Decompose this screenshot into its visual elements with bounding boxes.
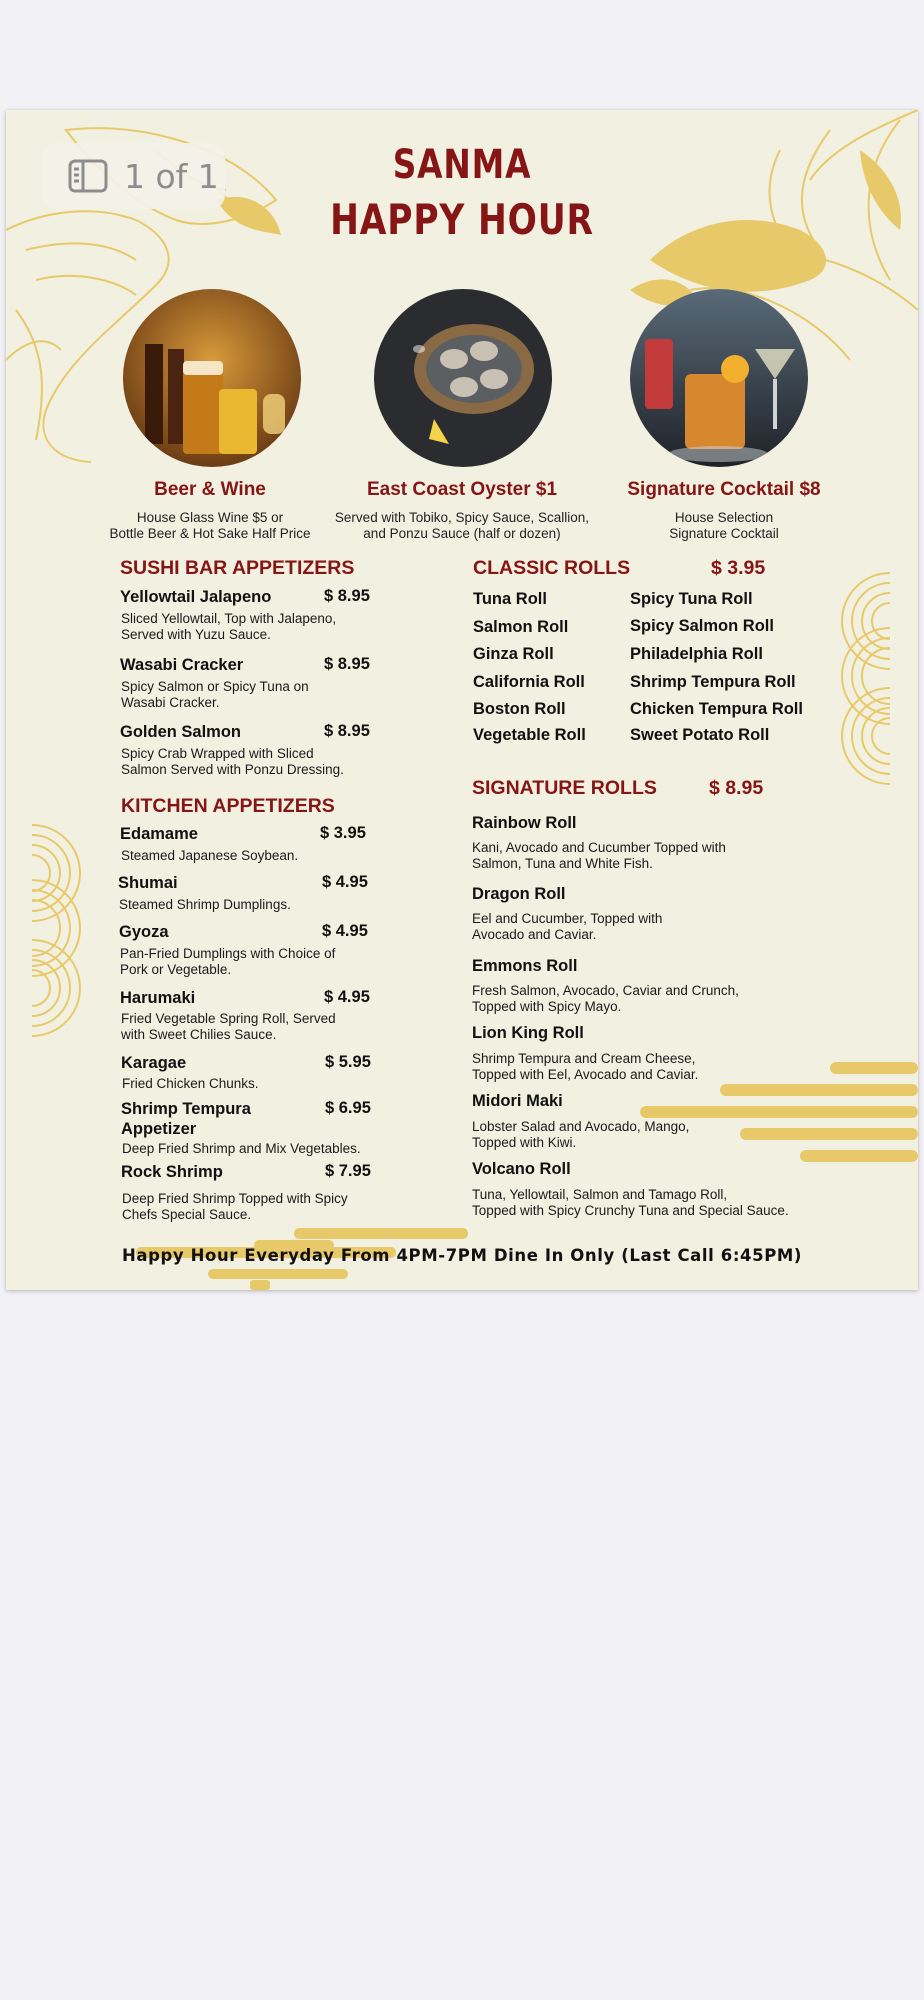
signature-roll-name: Emmons Roll	[472, 957, 578, 975]
item-price: $ 4.95	[324, 988, 370, 1006]
wave-pattern-left-decoration	[32, 820, 106, 1045]
signature-roll-name: Lion King Roll	[472, 1024, 584, 1042]
classic-roll-item: Salmon Roll	[473, 618, 569, 636]
classic-rolls-price: $ 3.95	[711, 557, 766, 579]
signature-roll-name: Rainbow Roll	[472, 814, 577, 832]
item-desc-line1: Deep Fried Shrimp and Mix Vegetables.	[122, 1141, 361, 1156]
signature-roll-name: Midori Maki	[472, 1092, 563, 1110]
item-desc-line2: Pork or Vegetable.	[120, 962, 232, 977]
item-name: Yellowtail Jalapeno	[120, 588, 272, 606]
sidebar-panel-icon[interactable]	[68, 159, 108, 193]
signature-roll-desc-line2: Topped with Kiwi.	[472, 1135, 577, 1150]
signature-roll-desc-line1: Kani, Avocado and Cucumber Topped with	[472, 840, 726, 855]
feature-beer-wine-desc-line1: House Glass Wine $5 or	[136, 510, 284, 525]
item-desc-line2: Served with Yuzu Sauce.	[121, 627, 271, 642]
item-desc-line1: Steamed Shrimp Dumplings.	[119, 897, 291, 912]
item-desc-line1: Fried Vegetable Spring Roll, Served	[121, 1011, 336, 1026]
menu-title-line1: SANMA	[392, 142, 532, 188]
classic-roll-item: Ginza Roll	[473, 645, 554, 663]
page-indicator[interactable]	[42, 143, 225, 209]
signature-roll-desc-line2: Salmon, Tuna and White Fish.	[472, 856, 653, 871]
classic-roll-item: Philadelphia Roll	[630, 645, 763, 663]
item-price: $ 3.95	[320, 824, 366, 842]
signature-rolls-price: $ 8.95	[709, 777, 764, 799]
feature-cocktail-desc-line1: House Selection	[674, 510, 774, 525]
kitchen-heading: KITCHEN APPETIZERS	[121, 795, 335, 817]
classic-roll-item: Spicy Tuna Roll	[630, 590, 753, 608]
classic-roll-item: Spicy Salmon Roll	[630, 617, 774, 635]
item-desc-line1: Fried Chicken Chunks.	[122, 1076, 259, 1091]
signature-roll-desc-line1: Eel and Cucumber, Topped with	[472, 911, 663, 926]
signature-roll-desc-line2: Topped with Spicy Crunchy Tuna and Special Sauce.	[472, 1203, 789, 1218]
beer-wine-photo	[123, 289, 301, 467]
item-price: $ 4.95	[322, 873, 368, 891]
item-desc-line1: Sliced Yellowtail, Top with Jalapeno,	[121, 611, 337, 626]
signature-roll-name: Dragon Roll	[472, 885, 566, 903]
feature-oyster-desc-line1: Served with Tobiko, Spicy Sauce, Scallion,	[334, 510, 590, 525]
item-desc-line1: Deep Fried Shrimp Topped with Spicy	[122, 1191, 348, 1206]
signature-roll-desc-line2: Avocado and Caviar.	[472, 927, 597, 942]
menu-title-line2: HAPPY HOUR	[330, 195, 594, 244]
classic-rolls-heading: CLASSIC ROLLS	[473, 557, 631, 579]
item-desc-line1: Steamed Japanese Soybean.	[121, 848, 299, 863]
item-name-line2: Appetizer	[121, 1120, 197, 1138]
happy-hour-footer: Happy Hour Everyday From 4PM-7PM Dine In Only (Last Call 6:45PM)	[121, 1246, 803, 1265]
feature-cocktail-desc-line2: Signature Cocktail	[669, 526, 779, 541]
classic-roll-item: Shrimp Tempura Roll	[630, 673, 796, 691]
cocktail-photo	[630, 289, 808, 467]
signature-roll-desc-line2: Topped with Spicy Mayo.	[472, 999, 622, 1014]
item-name: Shumai	[118, 874, 178, 892]
signature-roll-name: Volcano Roll	[472, 1160, 571, 1178]
signature-rolls-heading: SIGNATURE ROLLS	[472, 777, 657, 799]
item-desc-line2: with Sweet Chilies Sauce.	[121, 1027, 277, 1042]
item-name: Karagae	[121, 1054, 187, 1072]
wave-pattern-right-decoration	[818, 568, 890, 790]
item-price: $ 8.95	[324, 587, 370, 605]
signature-roll-desc-line1: Fresh Salmon, Avocado, Caviar and Crunch,	[472, 983, 739, 998]
item-name: Edamame	[120, 825, 198, 843]
classic-roll-item: California Roll	[473, 673, 585, 691]
classic-roll-item: Chicken Tempura Roll	[630, 700, 803, 718]
item-name: Golden Salmon	[120, 723, 242, 741]
feature-cocktail-title: Signature Cocktail $8	[627, 479, 821, 500]
item-name: Harumaki	[120, 989, 196, 1007]
signature-roll-desc-line1: Lobster Salad and Avocado, Mango,	[472, 1119, 690, 1134]
classic-roll-item: Vegetable Roll	[473, 726, 586, 744]
item-name-line1: Shrimp Tempura	[121, 1100, 251, 1118]
feature-oyster-title: East Coast Oyster $1	[366, 479, 558, 500]
classic-roll-item: Boston Roll	[473, 700, 566, 718]
item-desc-line1: Pan-Fried Dumplings with Choice of	[120, 946, 336, 961]
item-desc-line1: Spicy Crab Wrapped with Sliced	[121, 746, 314, 761]
item-desc-line2: Wasabi Cracker.	[121, 695, 220, 710]
item-price: $ 4.95	[322, 922, 368, 940]
feature-oyster-desc-line2: and Ponzu Sauce (half or dozen)	[363, 526, 561, 541]
signature-roll-desc-line1: Shrimp Tempura and Cream Cheese,	[472, 1051, 696, 1066]
item-desc-line2: Salmon Served with Ponzu Dressing.	[121, 762, 344, 777]
item-desc-line2: Chefs Special Sauce.	[122, 1207, 252, 1222]
page-count-label: 1 of 1	[124, 156, 219, 196]
item-name: Wasabi Cracker	[120, 656, 244, 674]
signature-roll-desc-line2: Topped with Eel, Avocado and Caviar.	[472, 1067, 699, 1082]
item-name: Rock Shrimp	[121, 1163, 223, 1181]
feature-beer-wine-desc-line2: Bottle Beer & Hot Sake Half Price	[109, 526, 311, 541]
item-name: Gyoza	[119, 923, 169, 941]
classic-roll-item: Sweet Potato Roll	[630, 726, 770, 744]
classic-roll-item: Tuna Roll	[473, 590, 547, 608]
signature-roll-desc-line1: Tuna, Yellowtail, Salmon and Tamago Roll,	[472, 1187, 728, 1202]
item-price: $ 5.95	[325, 1053, 371, 1071]
item-price: $ 6.95	[325, 1099, 371, 1117]
item-price: $ 8.95	[324, 655, 370, 673]
item-price: $ 8.95	[324, 722, 370, 740]
item-desc-line1: Spicy Salmon or Spicy Tuna on	[121, 679, 309, 694]
item-price: $ 7.95	[325, 1162, 371, 1180]
sushi-bar-heading: SUSHI BAR APPETIZERS	[120, 557, 355, 579]
oyster-photo	[374, 289, 552, 467]
feature-beer-wine-title: Beer & Wine	[154, 479, 266, 500]
